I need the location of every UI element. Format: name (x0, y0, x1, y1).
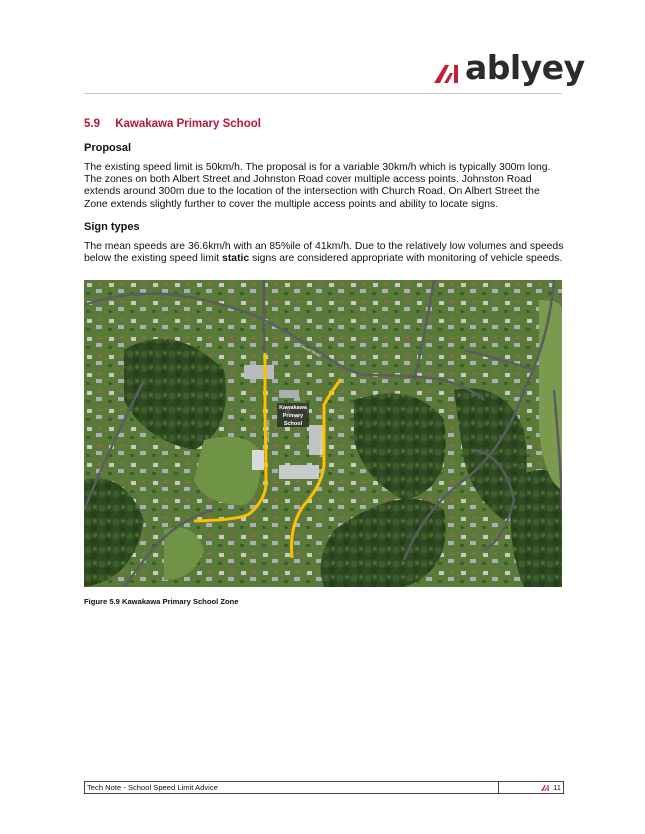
abley-logo (434, 50, 585, 86)
abley-mark-icon (434, 61, 462, 83)
footer-page-box (499, 782, 563, 793)
section-number: 5.9 (84, 118, 100, 130)
aerial-map-figure (84, 280, 562, 587)
section-title: Kawakawa Primary School (115, 118, 261, 130)
road-label-church: Church Road (298, 342, 322, 358)
proposal-paragraph: The existing speed limit is 50km/h. The proposal is for a variable 30km/h which is typically 300m long. The zones on both Albert Street and Johnston Road cover multiple access points. Johnston Road extends around 300m due to the location of the intersection with Church Road. On Albert Street the Zone extends slightly further to cover the multiple access points and ability to locate signs. (84, 162, 551, 210)
brand-wordmark: ablyey (465, 48, 585, 87)
footer-document-title: Tech Note - School Speed Limit Advice (85, 782, 499, 793)
figure-caption: Figure 5.9 Kawakawa Primary School Zone (84, 597, 239, 606)
sign-types-heading: Sign types (84, 221, 140, 233)
school-label-line2: Primary (282, 413, 304, 419)
aerial-map (84, 280, 562, 587)
abley-mark-icon (541, 784, 550, 791)
sign-types-paragraph: The mean speeds are 36.6km/h with an 85%ile of 41km/h. Due to the relatively low volumes and speeds below the existing speed limit static signs are considered appropriate with monitoring of vehicle speeds. (84, 241, 564, 265)
school-label-line3: School (283, 421, 303, 427)
page-number: 11 (553, 783, 561, 792)
header-rule (84, 93, 562, 94)
section-heading (84, 118, 261, 130)
school-label-line1: Kawakawa (279, 405, 307, 411)
road-label-albert: Albert Street (266, 420, 271, 443)
static-emphasis: static (222, 253, 250, 265)
road-label-johnston: Johnston Road (318, 429, 326, 458)
proposal-heading: Proposal (84, 142, 132, 154)
page-footer (84, 781, 564, 794)
